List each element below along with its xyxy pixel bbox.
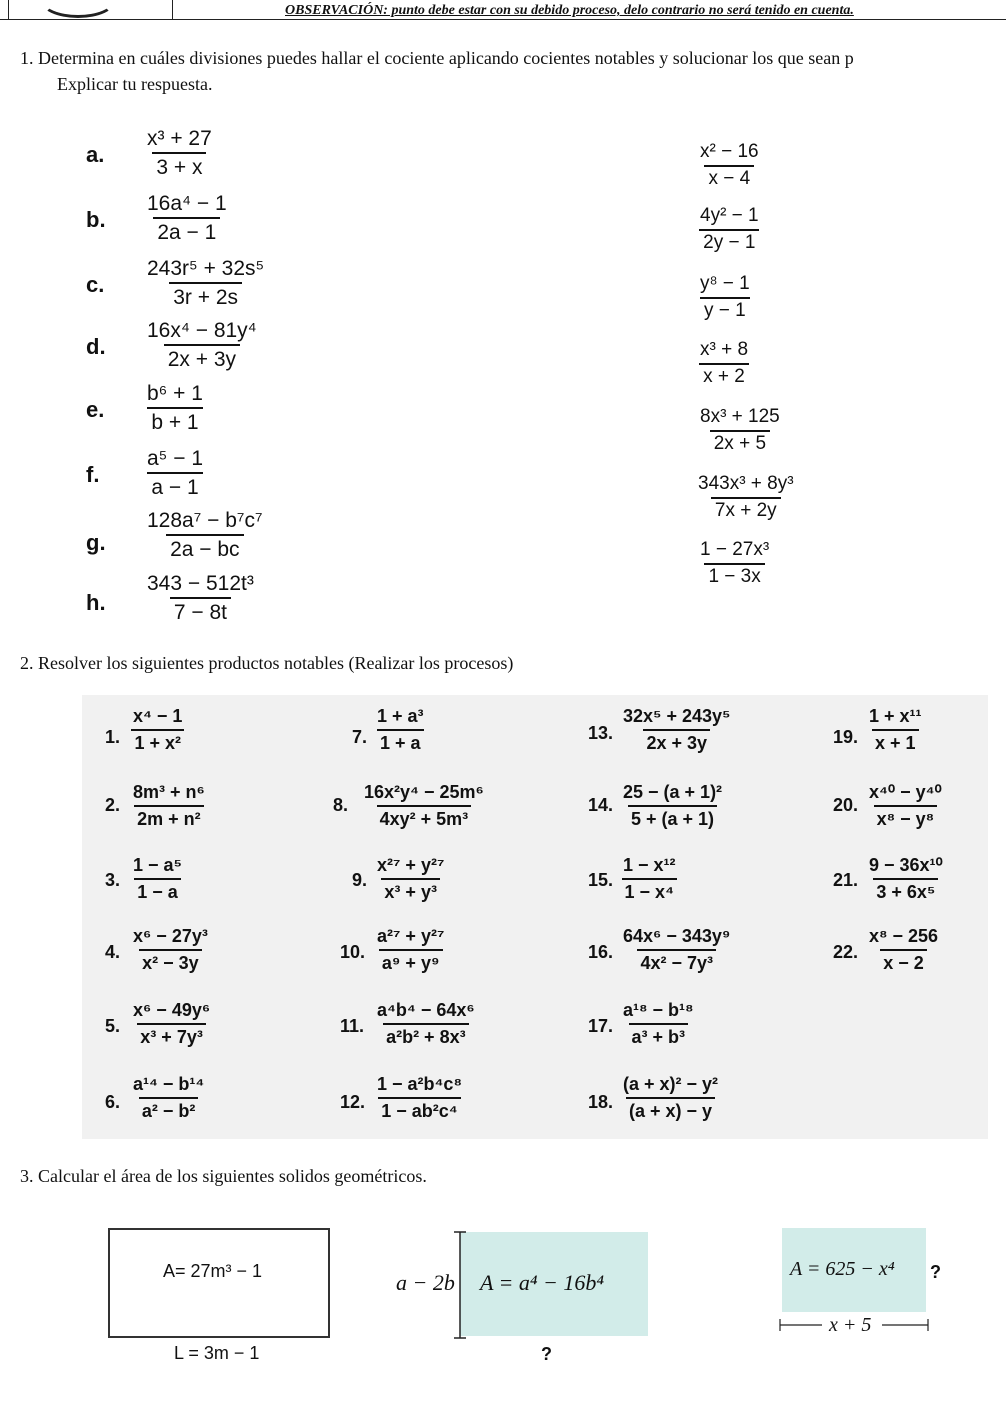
fraction: $\frac{\text{1 − 27x³}}{1 - 3x}$ <box>700 539 770 587</box>
item-label: a. <box>86 142 105 167</box>
fraction: $\frac{\text{1 − a⁵}}{1 - a}$ <box>133 855 182 902</box>
fraction: $\frac{\text{x⁸ − 256}}{x - 2}$ <box>869 926 939 973</box>
header-arc <box>40 0 116 18</box>
exercise-number: 14. <box>588 795 614 815</box>
exercise-number: 8. <box>333 795 349 815</box>
exercise-number: 12. <box>340 1092 366 1112</box>
section3-title: 3. Calcular el área de los siguientes solidos geométricos. <box>20 1166 427 1186</box>
fraction: $\frac{\text{4y² − 1}}{2y - 1}$ <box>700 205 759 253</box>
exercise-number: 3. <box>105 870 121 890</box>
fraction: $\frac{\text{8m³ + n⁶}}{\text{2m + n²}}$ <box>133 782 205 829</box>
header-rule <box>0 19 1006 20</box>
fraction: $\frac{\text{x⁶ − 49y⁶}}{\text{x³ + 7y³}}$ <box>133 1000 211 1047</box>
exercise-number: 21. <box>833 870 859 890</box>
observation-note: OBSERVACIÓN: punto debe estar con su debido proceso, delo contrario no será tenido en cuenta. <box>285 3 854 18</box>
item-label: f. <box>86 462 100 487</box>
exercise-number: 7. <box>352 727 368 747</box>
fraction: $\frac{\text{x³ + 8}}{x + 2}$ <box>700 339 749 387</box>
exercise-number: 17. <box>588 1016 614 1036</box>
fraction: $\frac{\text{b⁶ + 1}}{b + 1}$ <box>147 382 203 435</box>
fraction: $\frac{\text{x⁴⁰ − y⁴⁰}}{\text{x⁸ − y⁸}}$ <box>869 782 942 829</box>
item-label: e. <box>86 397 105 422</box>
unknown-label: ? <box>930 1262 941 1282</box>
fraction: $\frac{\text{128a⁷ − b⁷c⁷}}{2a - bc}$ <box>147 509 263 562</box>
fraction: $\frac{\text{9 − 36x¹⁰}}{\text{3 + 6x⁵}}$ <box>869 855 943 902</box>
fraction: $\frac{\text{1 − a²b⁴c⁸}}{\text{1 − ab²c⁴}}$ <box>377 1074 462 1121</box>
fraction: $\frac{\text{8x³ + 125}}{2x + 5}$ <box>700 406 780 454</box>
fraction: $\frac{\text{(a + x)² − y²}}{(a + x) - y}$ <box>623 1074 719 1121</box>
exercise-number: 9. <box>352 870 368 890</box>
exercise-number: 2. <box>105 795 121 815</box>
exercise-number: 22. <box>833 942 859 962</box>
section2-title: 2. Resolver los siguientes productos notables (Realizar los procesos) <box>20 653 514 673</box>
exercise-number: 6. <box>105 1092 121 1112</box>
fraction: $\frac{\text{x⁶ − 27y³}}{\text{x² − 3y}}$ <box>133 926 208 973</box>
fraction: $\frac{\text{64x⁶ − 343y⁹}}{\text{4x² − 7y³}}$ <box>623 926 731 973</box>
fraction: $\frac{\text{x³ + 27}}{3 + x}$ <box>147 127 212 180</box>
fraction: $\frac{\text{16a⁴ − 1}}{2a - 1}$ <box>147 192 227 245</box>
exercise-number: 18. <box>588 1092 614 1112</box>
rectangle-figure <box>108 1228 330 1338</box>
fraction: $\frac{\text{1 + a³}}{1 + a}$ <box>377 706 424 753</box>
fraction: $\frac{\text{a¹⁸ − b¹⁸}}{\text{a³ + b³}}$ <box>623 1000 694 1047</box>
length-label: L = 3m − 1 <box>174 1343 260 1363</box>
unknown-label: ? <box>541 1344 552 1364</box>
fraction: $\frac{\text{25 − (a + 1)²}}{5 + (a + 1)}$ <box>623 782 723 829</box>
fraction: $\frac{\text{1 + x¹¹}}{x + 1}$ <box>869 706 922 753</box>
exercise-panel <box>82 695 988 1139</box>
header-divider <box>172 0 173 20</box>
fraction: $\frac{\text{32x⁵ + 243y⁵}}{2x + 3y}$ <box>623 706 731 753</box>
header-bar <box>0 0 1006 22</box>
exercise-number: 19. <box>833 727 859 747</box>
fraction: $\frac{\text{16x⁴ − 81y⁴}}{2x + 3y}$ <box>147 319 257 372</box>
fraction: $\frac{\text{a⁴b⁴ − 64x⁶}}{\text{a²b² + 8x³}}$ <box>377 1000 475 1047</box>
exercise-number: 16. <box>588 942 614 962</box>
exercise-number: 1. <box>105 727 121 747</box>
item-label: c. <box>86 272 105 297</box>
exercise-number: 5. <box>105 1016 121 1036</box>
item-label: g. <box>86 530 106 555</box>
fraction: $\frac{\text{16x²y⁴ − 25m⁶}}{\text{4xy² + 5m³}}$ <box>364 782 484 829</box>
side-label: a − 2b <box>396 1270 455 1295</box>
fraction: $\frac{\text{x²⁷ + y²⁷}}{\text{x³ + y³}}$ <box>377 855 445 902</box>
exercise-number: 15. <box>588 870 614 890</box>
fraction: $\frac{\text{x² − 16}}{x - 4}$ <box>700 141 759 189</box>
section1-subtitle: Explicar tu respuesta. <box>57 74 213 94</box>
item-label: h. <box>86 590 106 615</box>
fraction: $\frac{\text{a¹⁴ − b¹⁴}}{\text{a² − b²}}$ <box>133 1074 205 1121</box>
item-label: b. <box>86 207 106 232</box>
fraction: $\frac{\text{1 − x¹²}}{\text{1 − x⁴}}$ <box>623 855 676 902</box>
header-divider <box>8 0 9 20</box>
area-label: A= 27m³ − 1 <box>163 1261 263 1281</box>
exercise-number: 13. <box>588 723 614 743</box>
fraction: $\frac{\text{x⁴ − 1}}{\text{1 + x²}}$ <box>133 706 183 753</box>
fraction: $\frac{\text{a²⁷ + y²⁷}}{\text{a⁹ + y⁹}}$ <box>377 926 445 973</box>
item-label: d. <box>86 334 106 359</box>
fraction: $\frac{\text{343x³ + 8y³}}{7x + 2y}$ <box>698 473 794 521</box>
area-label: A = 625 − x⁴ <box>790 1258 895 1280</box>
base-label: x + 5 <box>826 1314 874 1337</box>
exercise-number: 20. <box>833 795 859 815</box>
section1-title: 1. Determina en cuáles divisiones puedes hallar el cociente aplicando cocientes notables y solucionar los que sean p <box>20 48 854 68</box>
exercise-number: 10. <box>340 942 366 962</box>
exercise-number: 11. <box>340 1016 365 1036</box>
fraction: $\frac{\text{243r⁵ + 32s⁵}}{3r + 2s}$ <box>147 257 265 310</box>
fraction: $\frac{\text{a⁵ − 1}}{a - 1}$ <box>147 447 203 500</box>
fraction: $\frac{\text{343 − 512t³}}{7 - 8t}$ <box>147 572 254 625</box>
exercise-number: 4. <box>105 942 121 962</box>
area-label: A = a⁴ − 16b⁴ <box>480 1270 605 1295</box>
fraction: $\frac{\text{y⁸ − 1}}{y - 1}$ <box>700 273 750 321</box>
